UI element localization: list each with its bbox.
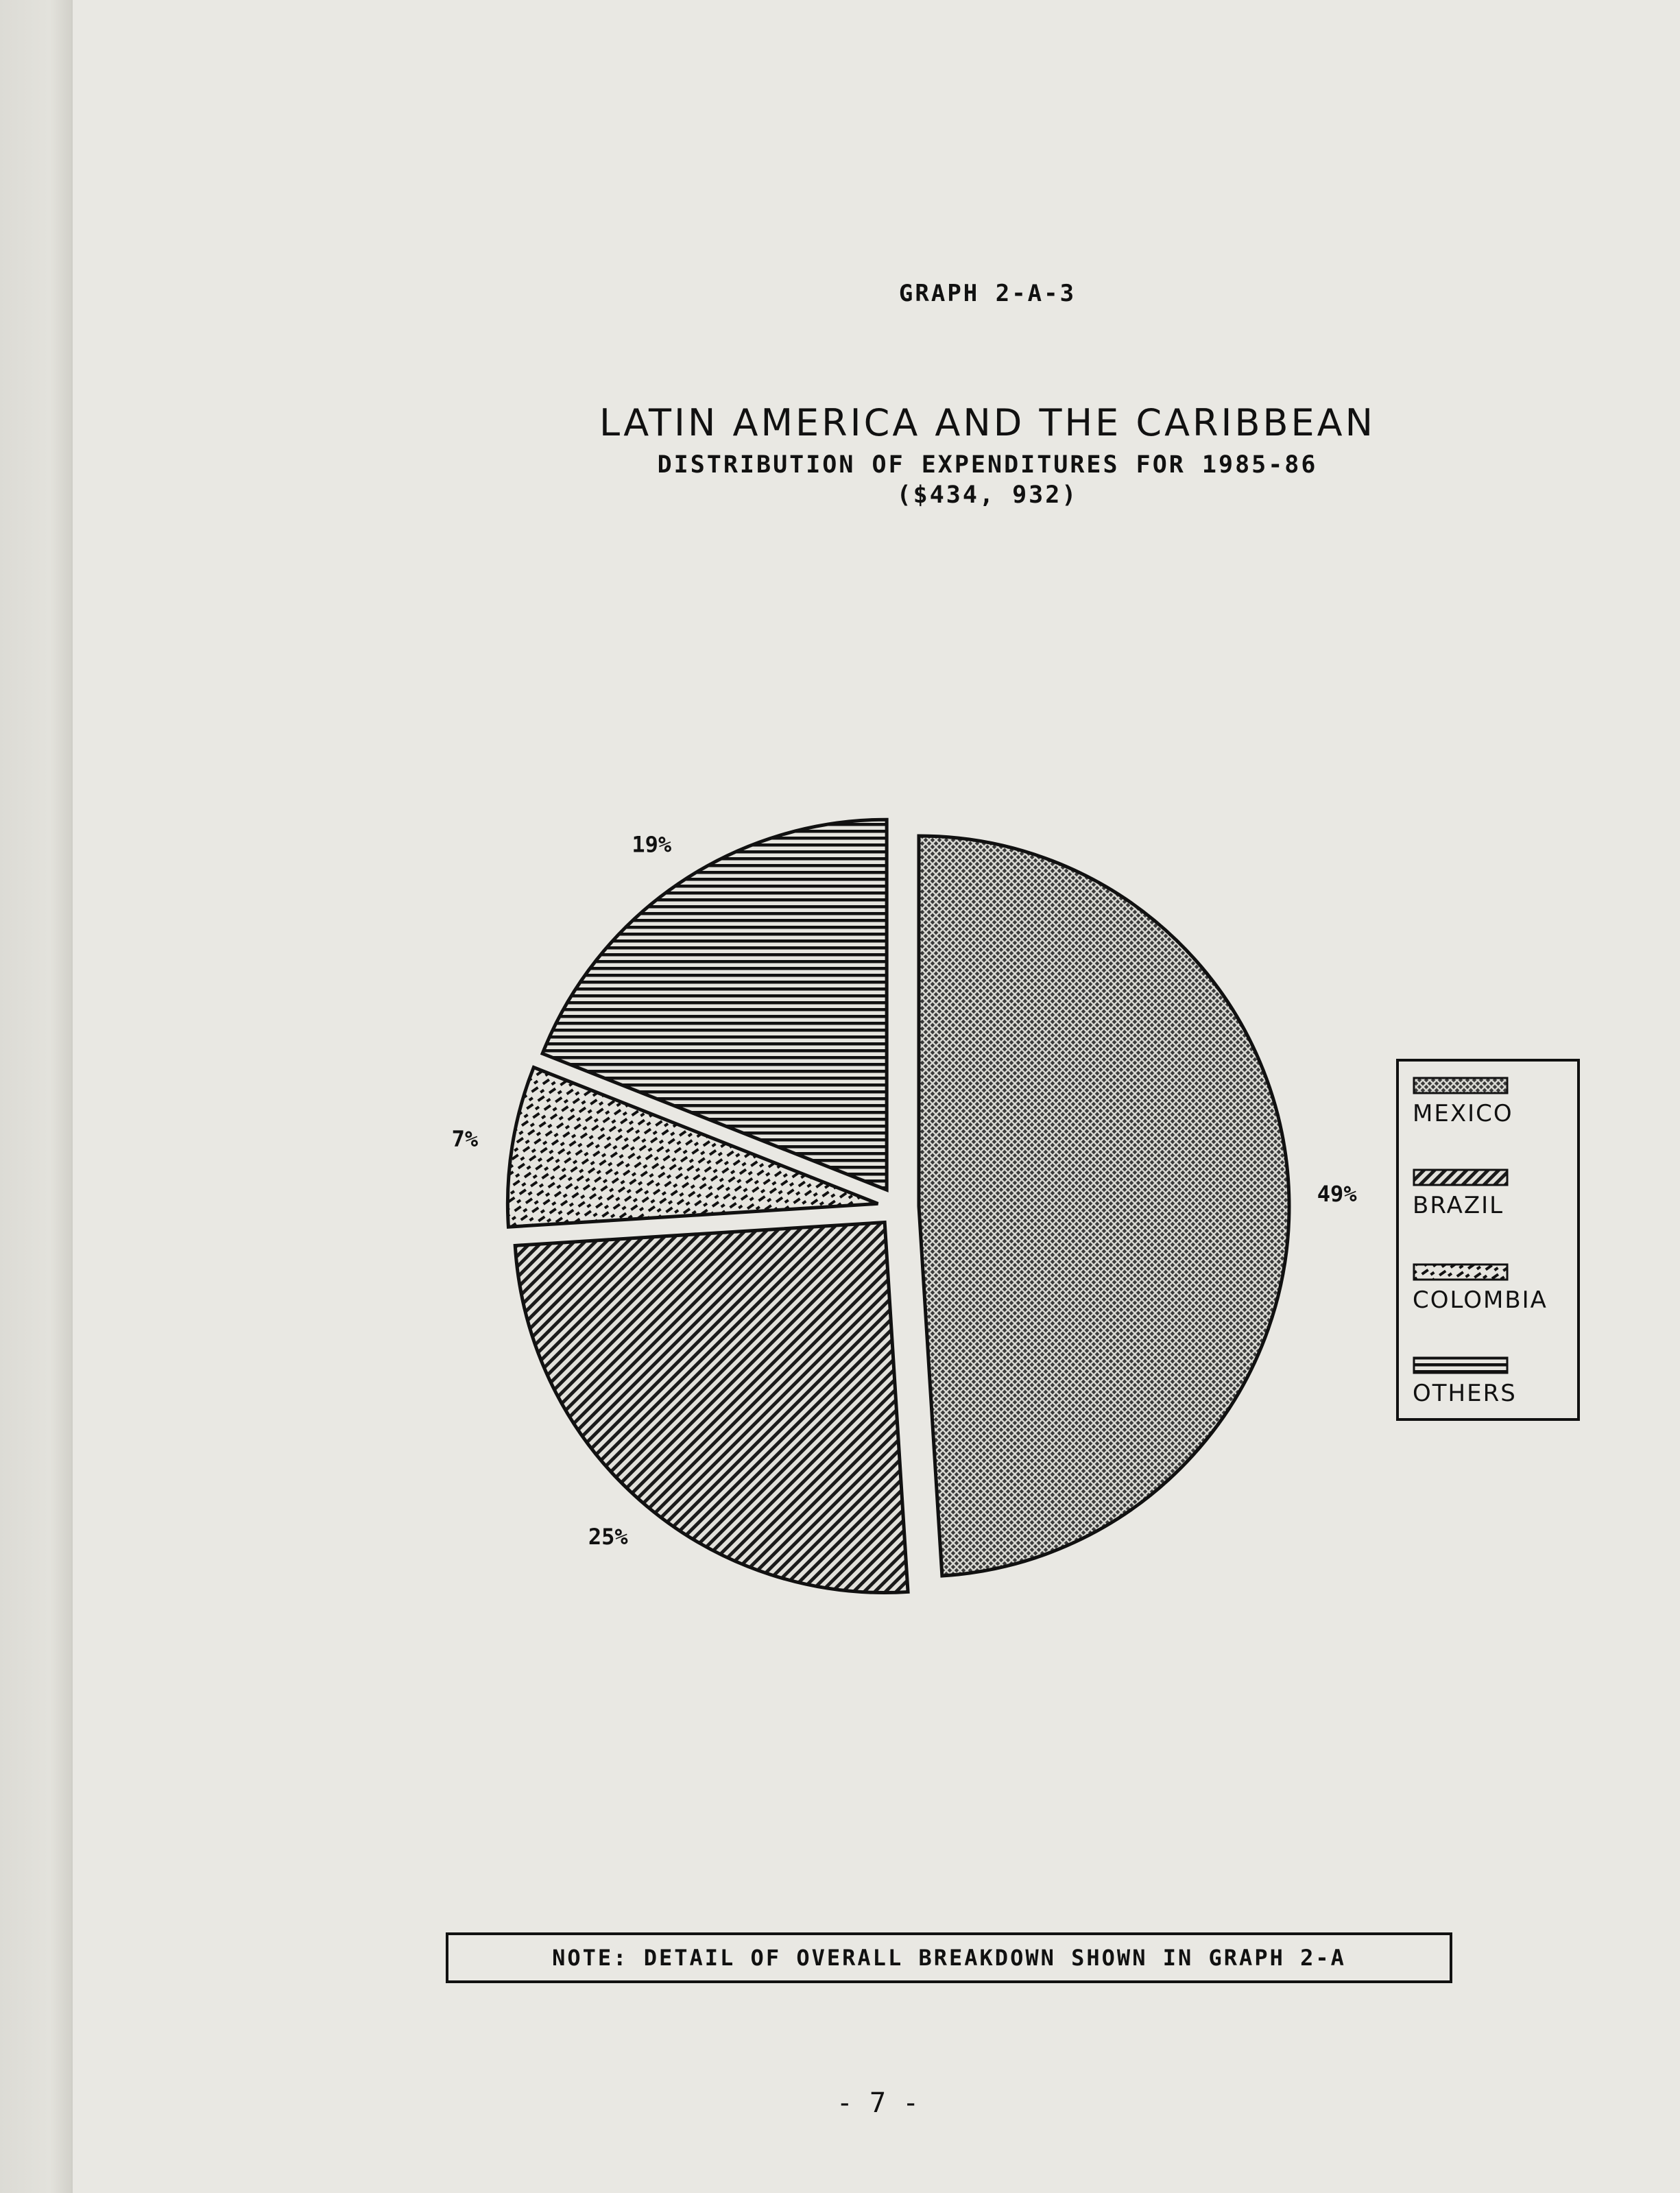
slice-label-others: 19%: [632, 831, 672, 858]
chart-title: LATIN AMERICA AND THE CARIBBEAN: [599, 401, 1376, 444]
slice-label-brazil: 25%: [588, 1524, 628, 1550]
chart-note: NOTE: DETAIL OF OVERALL BREAKDOWN SHOWN IN GRAPH 2-A: [446, 1932, 1452, 1983]
legend-item-others: [1413, 1356, 1517, 1407]
legend-item-colombia: [1413, 1263, 1548, 1314]
legend-item-brazil: [1413, 1169, 1509, 1219]
chart-legend: [1396, 1059, 1580, 1421]
legend-swatch-mexico: [1413, 1077, 1509, 1094]
slice-label-colombia: 7%: [451, 1125, 479, 1152]
chart-total: ($434, 932): [896, 481, 1079, 509]
slice-label-mexico: 49%: [1317, 1180, 1357, 1207]
legend-label-colombia: COLOMBIA: [1413, 1286, 1548, 1314]
legend-swatch-others: [1413, 1356, 1509, 1374]
legend-label-mexico: MEXICO: [1413, 1100, 1513, 1127]
legend-swatch-colombia: [1413, 1263, 1509, 1281]
graph-label: GRAPH 2-A-3: [898, 280, 1077, 307]
legend-item-mexico: [1413, 1077, 1513, 1127]
page-number: - 7 -: [836, 2087, 920, 2119]
legend-label-brazil: BRAZIL: [1413, 1192, 1504, 1219]
pie-slice-mexico: [919, 836, 1289, 1576]
pie-slice-brazil: [515, 1223, 908, 1593]
legend-swatch-brazil: [1413, 1169, 1509, 1186]
chart-subtitle: DISTRIBUTION OF EXPENDITURES FOR 1985-86: [657, 451, 1318, 479]
legend-label-others: OTHERS: [1413, 1380, 1517, 1407]
